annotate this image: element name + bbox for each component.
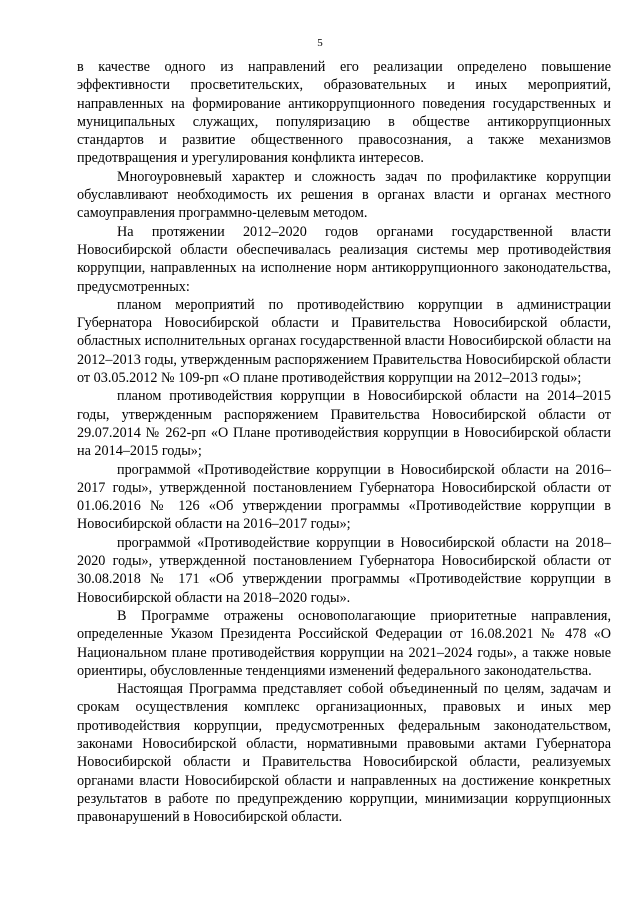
paragraph: планом мероприятий по противодействию коррупции в администрации Губернатора Новосибирской области и Правительства Новосибирской области, областных исполнительных органах государственной власти Новосибирской области на 2012–2013 годы, утвержденным распоряжением Правительства Новосибирской области от 03.05.2012 № 109-рп «О плане противодействия коррупции на 2012–2013 годы»; xyxy=(77,296,611,387)
paragraph: планом противодействия коррупции в Новосибирской области на 2014–2015 годы, утвержденным распоряжением Правительства Новосибирской области от 29.07.2014 № 262-рп «О Плане противодействия коррупции в Новосибирской области на 2014–2015 годы»; xyxy=(77,388,611,460)
paragraph: В Программе отражены основополагающие приоритетные направления, определенные Указом Президента Российской Федерации от 16.08.2021 № 478 «О Национальном плане противодействия коррупции на 2021–2024 годы», а также новые ориентиры, обусловленные тенденциями изменений федерального законодательства. xyxy=(77,607,611,679)
page-number: 5 xyxy=(317,37,323,49)
paragraph: Многоуровневый характер и сложность задач по профилактике коррупции обуславливают необходимость их решения в органах власти и органах местного самоуправления программно-целевым методом. xyxy=(77,168,611,222)
paragraph: в качестве одного из направлений его реализации определено повышение эффективности просветительских, образовательных и иных мероприятий, направленных на формирование антикоррупционного поведения государственных и муниципальных служащих, популяризацию в обществе антикоррупционных стандартов и развитие общественного правосознания, а также механизмов предотвращения и урегулирования конфликта интересов. xyxy=(77,59,611,167)
paragraph: На протяжении 2012–2020 годов органами государственной власти Новосибирской области обеспечивалась реализация системы мер противодействия коррупции, направленных на исполнение норм антикоррупционного законодательства, предусмотренных: xyxy=(77,223,611,295)
paragraph: программой «Противодействие коррупции в Новосибирской области на 2016–2017 годы», утвержденной постановлением Губернатора Новосибирской области от 01.06.2016 № 126 «Об утверждении программы «Противодействие коррупции в Новосибирской области на 2016–2017 годы»; xyxy=(77,461,611,533)
paragraph: Настоящая Программа представляет собой объединенный по целям, задачам и срокам осуществления комплекс организационных, правовых и иных мер противодействия коррупции, предусмотренных федеральным законодательством, законами Новосибирской области, нормативными правовыми актами Губернатора Новосибирской области и Правительства Новосибирской области, реализуемых органами власти Новосибирской области и направленных на достижение конкретных результатов в работе по предупреждению коррупции, минимизации коррупционных правонарушений в Новосибирской области. xyxy=(77,681,611,826)
document-body xyxy=(77,58,611,826)
paragraph: программой «Противодействие коррупции в Новосибирской области на 2018–2020 годы», утвержденной постановлением Губернатора Новосибирской области от 30.08.2018 № 171 «Об утверждении программы «Противодействие коррупции в Новосибирской области на 2018–2020 годы». xyxy=(77,534,611,606)
